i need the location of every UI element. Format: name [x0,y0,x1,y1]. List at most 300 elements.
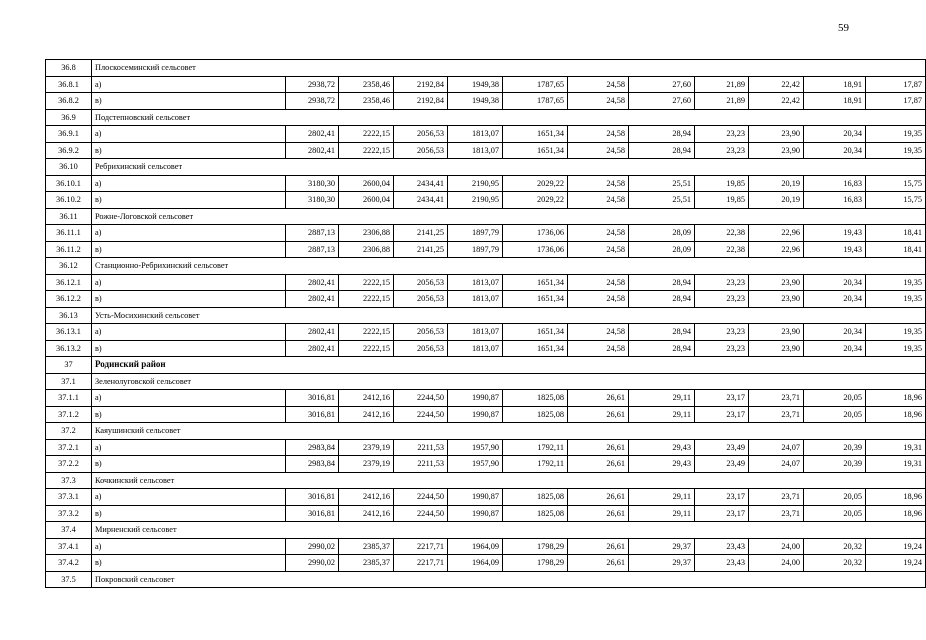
row-variant: а) [92,175,286,192]
value-cell: 16,83 [804,192,866,209]
value-cell: 2244,50 [394,406,448,423]
value-cell: 29,11 [629,390,695,407]
value-cell: 2600,04 [339,175,394,192]
value-cell: 28,94 [629,274,695,291]
value-cell: 1825,08 [503,489,568,506]
value-cell: 1825,08 [503,406,568,423]
value-cell: 19,35 [866,274,926,291]
table-row [46,225,926,242]
row-title: Ребрихинский сельсовет [92,159,926,176]
value-cell: 26,61 [568,538,629,555]
value-cell: 26,61 [568,489,629,506]
value-cell: 2056,53 [394,291,448,308]
value-cell: 18,41 [866,225,926,242]
row-variant: в) [92,340,286,357]
row-code: 36.9.2 [46,142,92,159]
value-cell: 23,17 [695,406,749,423]
value-cell: 3016,81 [286,489,339,506]
value-cell: 26,61 [568,439,629,456]
row-title: Мирненский сельсовет [92,522,926,539]
table-row [46,390,926,407]
value-cell: 28,94 [629,324,695,341]
row-code: 36.12.2 [46,291,92,308]
value-cell: 19,43 [804,225,866,242]
row-variant: а) [92,324,286,341]
row-code: 36.10 [46,159,92,176]
value-cell: 18,91 [804,93,866,110]
value-cell: 19,24 [866,555,926,572]
value-cell: 1813,07 [448,340,503,357]
value-cell: 28,94 [629,340,695,357]
value-cell: 23,23 [695,274,749,291]
value-cell: 17,87 [866,93,926,110]
row-code: 36.12 [46,258,92,275]
value-cell: 23,17 [695,505,749,522]
value-cell: 1813,07 [448,142,503,159]
section-header-row [46,208,926,225]
value-cell: 29,11 [629,489,695,506]
value-cell: 2217,71 [394,555,448,572]
row-code: 37.4.1 [46,538,92,555]
value-cell: 23,17 [695,489,749,506]
value-cell: 2244,50 [394,489,448,506]
value-cell: 16,83 [804,175,866,192]
row-code: 37 [46,357,92,374]
value-cell: 23,90 [749,142,804,159]
value-cell: 2938,72 [286,93,339,110]
value-cell: 18,96 [866,505,926,522]
value-cell: 3180,30 [286,175,339,192]
value-cell: 29,11 [629,406,695,423]
value-cell: 2190,95 [448,192,503,209]
table-row [46,555,926,572]
value-cell: 23,71 [749,390,804,407]
value-cell: 22,38 [695,241,749,258]
value-cell: 20,34 [804,274,866,291]
value-cell: 1964,09 [448,555,503,572]
value-cell: 20,34 [804,324,866,341]
value-cell: 2029,22 [503,192,568,209]
row-code: 36.8.2 [46,93,92,110]
value-cell: 18,96 [866,390,926,407]
value-cell: 23,49 [695,439,749,456]
value-cell: 1798,29 [503,538,568,555]
value-cell: 28,94 [629,126,695,143]
value-cell: 15,75 [866,175,926,192]
value-cell: 2990,02 [286,555,339,572]
table-row [46,340,926,357]
value-cell: 29,37 [629,555,695,572]
value-cell: 22,42 [749,76,804,93]
value-cell: 1813,07 [448,274,503,291]
section-header-row [46,522,926,539]
row-title: Покровский сельсовет [92,571,926,588]
table-row [46,142,926,159]
value-cell: 2222,15 [339,274,394,291]
table-row [46,439,926,456]
value-cell: 24,58 [568,291,629,308]
value-cell: 18,96 [866,406,926,423]
value-cell: 2222,15 [339,142,394,159]
value-cell: 2222,15 [339,324,394,341]
value-cell: 1813,07 [448,324,503,341]
value-cell: 19,35 [866,324,926,341]
value-cell: 2379,19 [339,456,394,473]
value-cell: 1957,90 [448,439,503,456]
value-cell: 24,58 [568,241,629,258]
value-cell: 2244,50 [394,390,448,407]
row-variant: в) [92,456,286,473]
value-cell: 2029,22 [503,175,568,192]
value-cell: 22,38 [695,225,749,242]
value-cell: 22,96 [749,241,804,258]
value-cell: 23,43 [695,555,749,572]
value-cell: 19,35 [866,126,926,143]
row-code: 36.13.2 [46,340,92,357]
value-cell: 23,90 [749,324,804,341]
value-cell: 25,51 [629,192,695,209]
row-code: 37.2.1 [46,439,92,456]
value-cell: 20,39 [804,456,866,473]
value-cell: 28,09 [629,241,695,258]
value-cell: 1949,38 [448,76,503,93]
value-cell: 19,85 [695,192,749,209]
table-row [46,274,926,291]
value-cell: 22,96 [749,225,804,242]
value-cell: 1651,34 [503,340,568,357]
value-cell: 1651,34 [503,291,568,308]
value-cell: 27,60 [629,93,695,110]
row-variant: в) [92,241,286,258]
value-cell: 1736,06 [503,241,568,258]
value-cell: 2887,13 [286,241,339,258]
value-cell: 1787,65 [503,93,568,110]
row-variant: а) [92,538,286,555]
value-cell: 26,61 [568,505,629,522]
value-cell: 2056,53 [394,340,448,357]
value-cell: 2056,53 [394,142,448,159]
value-cell: 23,90 [749,291,804,308]
table-row [46,175,926,192]
value-cell: 1825,08 [503,390,568,407]
row-variant: в) [92,142,286,159]
value-cell: 20,05 [804,489,866,506]
row-code: 36.10.1 [46,175,92,192]
value-cell: 24,00 [749,555,804,572]
value-cell: 3016,81 [286,505,339,522]
value-cell: 2802,41 [286,274,339,291]
value-cell: 19,35 [866,142,926,159]
value-cell: 24,58 [568,142,629,159]
row-code: 37.1 [46,373,92,390]
value-cell: 3180,30 [286,192,339,209]
value-cell: 24,07 [749,456,804,473]
section-header-row [46,472,926,489]
value-cell: 2306,88 [339,241,394,258]
value-cell: 24,58 [568,76,629,93]
value-cell: 1990,87 [448,505,503,522]
value-cell: 1736,06 [503,225,568,242]
value-cell: 24,58 [568,175,629,192]
value-cell: 18,91 [804,76,866,93]
table-row [46,93,926,110]
row-variant: а) [92,390,286,407]
value-cell: 2217,71 [394,538,448,555]
value-cell: 21,89 [695,76,749,93]
row-variant: а) [92,126,286,143]
row-code: 36.8.1 [46,76,92,93]
row-code: 37.4.2 [46,555,92,572]
page-number: 59 [838,22,849,34]
value-cell: 2222,15 [339,291,394,308]
value-cell: 20,32 [804,555,866,572]
value-cell: 23,23 [695,142,749,159]
row-code: 37.5 [46,571,92,588]
value-cell: 24,58 [568,225,629,242]
row-code: 36.13 [46,307,92,324]
table-row [46,126,926,143]
value-cell: 2056,53 [394,274,448,291]
value-cell: 29,43 [629,456,695,473]
row-code: 37.3.1 [46,489,92,506]
section-header-row [46,60,926,77]
table-row [46,505,926,522]
value-cell: 20,19 [749,175,804,192]
row-code: 36.11 [46,208,92,225]
value-cell: 20,34 [804,126,866,143]
value-cell: 20,34 [804,291,866,308]
value-cell: 2190,95 [448,175,503,192]
value-cell: 28,94 [629,291,695,308]
value-cell: 15,75 [866,192,926,209]
value-cell: 17,87 [866,76,926,93]
section-header-row [46,258,926,275]
row-title: Родинский район [92,357,926,374]
value-cell: 2802,41 [286,340,339,357]
value-cell: 21,89 [695,93,749,110]
row-variant: в) [92,93,286,110]
row-variant: в) [92,192,286,209]
value-cell: 23,71 [749,489,804,506]
table-row [46,324,926,341]
row-variant: а) [92,439,286,456]
value-cell: 1897,79 [448,241,503,258]
row-title: Рожне-Логовской сельсовет [92,208,926,225]
value-cell: 2802,41 [286,142,339,159]
value-cell: 2434,41 [394,192,448,209]
row-variant: а) [92,489,286,506]
value-cell: 2141,25 [394,241,448,258]
value-cell: 25,51 [629,175,695,192]
value-cell: 2192,84 [394,93,448,110]
value-cell: 2434,41 [394,175,448,192]
value-cell: 2306,88 [339,225,394,242]
row-title: Станционно-Ребрихинский сельсовет [92,258,926,275]
value-cell: 1651,34 [503,274,568,291]
row-variant: в) [92,406,286,423]
value-cell: 18,96 [866,489,926,506]
value-cell: 2600,04 [339,192,394,209]
value-cell: 24,58 [568,192,629,209]
value-cell: 24,58 [568,274,629,291]
value-cell: 2379,19 [339,439,394,456]
value-cell: 23,23 [695,324,749,341]
row-variant: в) [92,555,286,572]
value-cell: 26,61 [568,390,629,407]
value-cell: 26,61 [568,456,629,473]
value-cell: 28,94 [629,142,695,159]
value-cell: 2412,16 [339,390,394,407]
value-cell: 23,43 [695,538,749,555]
row-title: Усть-Мосихинский сельсовет [92,307,926,324]
row-code: 37.1.2 [46,406,92,423]
table-row [46,456,926,473]
value-cell: 29,37 [629,538,695,555]
table-row [46,76,926,93]
row-title: Зеленолуговской сельсовет [92,373,926,390]
value-cell: 24,58 [568,93,629,110]
row-variant: а) [92,225,286,242]
row-variant: а) [92,76,286,93]
value-cell: 26,61 [568,406,629,423]
value-cell: 2412,16 [339,406,394,423]
value-cell: 2358,46 [339,93,394,110]
table-body [46,60,926,588]
value-cell: 1897,79 [448,225,503,242]
value-cell: 20,34 [804,142,866,159]
value-cell: 1651,34 [503,324,568,341]
value-cell: 1990,87 [448,406,503,423]
value-cell: 2056,53 [394,324,448,341]
value-cell: 2192,84 [394,76,448,93]
value-cell: 1990,87 [448,489,503,506]
row-title: Каяушинский сельсовет [92,423,926,440]
value-cell: 19,31 [866,439,926,456]
value-cell: 2983,84 [286,456,339,473]
table-row [46,489,926,506]
row-code: 37.2 [46,423,92,440]
table-row [46,241,926,258]
value-cell: 20,39 [804,439,866,456]
value-cell: 20,19 [749,192,804,209]
row-code: 36.8 [46,60,92,77]
row-code: 37.3.2 [46,505,92,522]
value-cell: 19,31 [866,456,926,473]
value-cell: 2802,41 [286,126,339,143]
value-cell: 2887,13 [286,225,339,242]
section-header-row [46,159,926,176]
value-cell: 1813,07 [448,291,503,308]
value-cell: 23,71 [749,406,804,423]
value-cell: 2385,37 [339,538,394,555]
value-cell: 2211,53 [394,439,448,456]
value-cell: 23,90 [749,126,804,143]
section-header-row [46,307,926,324]
table-row [46,538,926,555]
table-row [46,406,926,423]
row-code: 36.9.1 [46,126,92,143]
value-cell: 24,58 [568,324,629,341]
value-cell: 2938,72 [286,76,339,93]
row-code: 36.12.1 [46,274,92,291]
row-code: 36.13.1 [46,324,92,341]
row-title: Подстепновский сельсовет [92,109,926,126]
value-cell: 3016,81 [286,406,339,423]
value-cell: 19,35 [866,340,926,357]
section-header-row [46,373,926,390]
row-title: Кочкинский сельсовет [92,472,926,489]
value-cell: 1651,34 [503,126,568,143]
value-cell: 23,90 [749,274,804,291]
table-row [46,291,926,308]
value-cell: 24,58 [568,340,629,357]
value-cell: 19,43 [804,241,866,258]
value-cell: 23,23 [695,291,749,308]
value-cell: 2222,15 [339,340,394,357]
value-cell: 1787,65 [503,76,568,93]
value-cell: 1813,07 [448,126,503,143]
value-cell: 24,00 [749,538,804,555]
row-variant: а) [92,274,286,291]
value-cell: 3016,81 [286,390,339,407]
value-cell: 2802,41 [286,324,339,341]
value-cell: 27,60 [629,76,695,93]
row-variant: в) [92,291,286,308]
value-cell: 23,17 [695,390,749,407]
value-cell: 2211,53 [394,456,448,473]
value-cell: 23,90 [749,340,804,357]
value-cell: 23,23 [695,126,749,143]
value-cell: 26,61 [568,555,629,572]
tariff-table [45,59,926,588]
value-cell: 1651,34 [503,142,568,159]
value-cell: 18,41 [866,241,926,258]
value-cell: 24,58 [568,126,629,143]
value-cell: 2141,25 [394,225,448,242]
row-code: 37.1.1 [46,390,92,407]
section-header-row [46,571,926,588]
value-cell: 23,23 [695,340,749,357]
value-cell: 20,34 [804,340,866,357]
row-code: 36.10.2 [46,192,92,209]
value-cell: 2358,46 [339,76,394,93]
row-code: 37.2.2 [46,456,92,473]
value-cell: 29,43 [629,439,695,456]
row-code: 37.3 [46,472,92,489]
value-cell: 29,11 [629,505,695,522]
value-cell: 20,32 [804,538,866,555]
value-cell: 1957,90 [448,456,503,473]
row-variant: в) [92,505,286,522]
value-cell: 2222,15 [339,126,394,143]
table-row [46,192,926,209]
value-cell: 2990,02 [286,538,339,555]
row-code: 36.9 [46,109,92,126]
value-cell: 24,07 [749,439,804,456]
row-code: 36.11.2 [46,241,92,258]
value-cell: 1792,11 [503,456,568,473]
value-cell: 20,05 [804,505,866,522]
section-header-row [46,423,926,440]
value-cell: 1964,09 [448,538,503,555]
value-cell: 2412,16 [339,489,394,506]
value-cell: 23,71 [749,505,804,522]
value-cell: 19,24 [866,538,926,555]
value-cell: 19,85 [695,175,749,192]
value-cell: 23,49 [695,456,749,473]
section-header-row [46,109,926,126]
value-cell: 20,05 [804,390,866,407]
